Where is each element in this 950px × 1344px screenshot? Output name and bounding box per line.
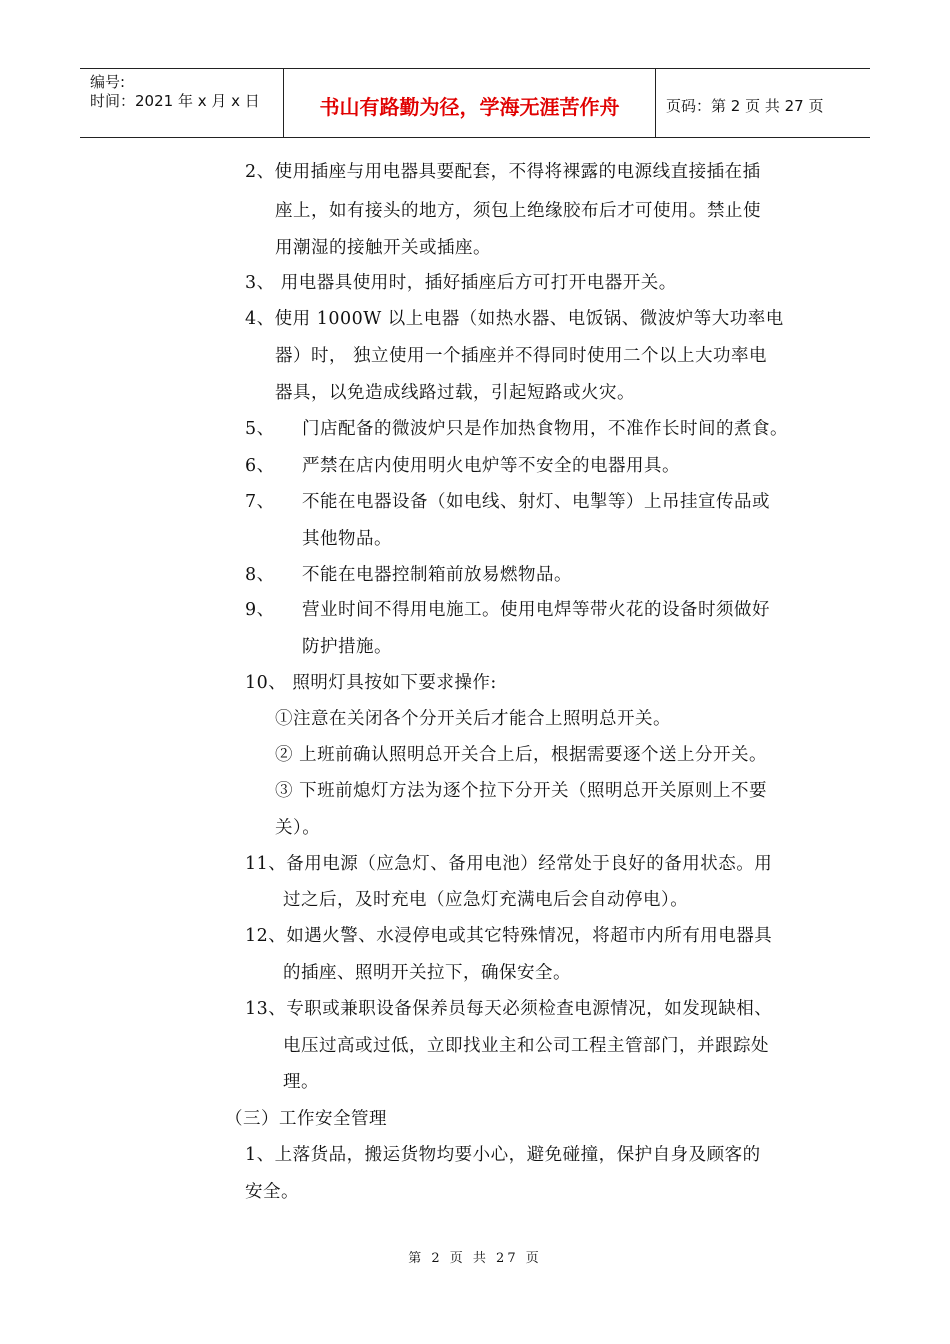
body-line: 2、使用插座与用电器具要配套，不得将裸露的电源线直接插在插 (245, 162, 761, 182)
section-heading: （三）工作安全管理 (225, 1109, 387, 1129)
body-line: 11、备用电源（应急灯、备用电池）经常处于良好的备用状态。用 (245, 854, 773, 874)
body-line: 电压过高或过低，立即找业主和公司工程主管部门，并跟踪处 (283, 1036, 769, 1056)
body-line: 不能在电器设备（如电线、射灯、电掣等）上吊挂宣传品或 (302, 492, 770, 512)
body-line: 其他物品。 (302, 529, 392, 549)
body-line: 营业时间不得用电施工。使用电焊等带火花的设备时须做好 (302, 600, 770, 620)
item-number: 8、 (245, 565, 275, 585)
body-line: 4、使用 1000W 以上电器（如热水器、电饭锅、微波炉等大功率电 (245, 309, 784, 329)
body-line: 门店配备的微波炉只是作加热食物用，不准作长时间的煮食。 (302, 419, 788, 439)
body-line: 器）时， 独立使用一个插座并不得同时使用二个以上大功率电 (275, 346, 768, 366)
body-line: 10、 照明灯具按如下要求操作: (245, 673, 497, 693)
item-number: 6、 (245, 456, 275, 476)
body-line: 座上，如有接头的地方，须包上绝缘胶布后才可使用。禁止使 (275, 201, 761, 221)
body-line: 12、如遇火警、水浸停电或其它特殊情况，将超市内所有用电器具 (245, 926, 773, 946)
header-meta (80, 69, 283, 137)
body-line: ③ 下班前熄灯方法为逐个拉下分开关（照明总开关原则上不要 (275, 781, 768, 801)
body-line: 不能在电器控制箱前放易燃物品。 (302, 565, 572, 585)
page-header (80, 68, 870, 138)
item-number: 9、 (245, 600, 275, 620)
body-line: 关）。 (275, 818, 321, 838)
item-number: 5、 (245, 419, 275, 439)
body-line: ② 上班前确认照明总开关合上后，根据需要逐个送上分开关。 (275, 745, 768, 765)
body-line: 过之后，及时充电（应急灯充满电后会自动停电）。 (283, 890, 689, 910)
body-line: ①注意在关闭各个分开关后才能合上照明总开关。 (275, 709, 671, 729)
header-motto: 书山有路勤为径，学海无涯苦作舟 (283, 69, 656, 137)
body-line: 1、上落货品，搬运货物均要小心，避免碰撞，保护自身及顾客的 (245, 1145, 761, 1165)
document-time-label: 时间：2021 年 x 月 x 日 (90, 92, 260, 110)
body-line: 的插座、照明开关拉下，确保安全。 (283, 963, 571, 983)
body-line: 理。 (283, 1072, 319, 1092)
document-number-label: 编号: (90, 73, 126, 91)
body-line: 器具，以免造成线路过载，引起短路或火灾。 (275, 383, 635, 403)
body-line: 13、专职或兼职设备保养员每天必须检查电源情况，如发现缺相、 (245, 999, 773, 1019)
body-line: 防护措施。 (302, 637, 392, 657)
body-line: 用潮湿的接触开关或插座。 (275, 238, 491, 258)
body-line: 严禁在店内使用明火电炉等不安全的电器用具。 (302, 456, 680, 476)
page-footer: 第 2 页 共 27 页 (408, 1251, 542, 1266)
body-line: 3、 用电器具使用时，插好插座后方可打开电器开关。 (245, 273, 677, 293)
header-page-info: 页码：第 2 页 共 27 页 (666, 96, 824, 115)
item-number: 7、 (245, 492, 275, 512)
body-line: 安全。 (245, 1182, 299, 1202)
